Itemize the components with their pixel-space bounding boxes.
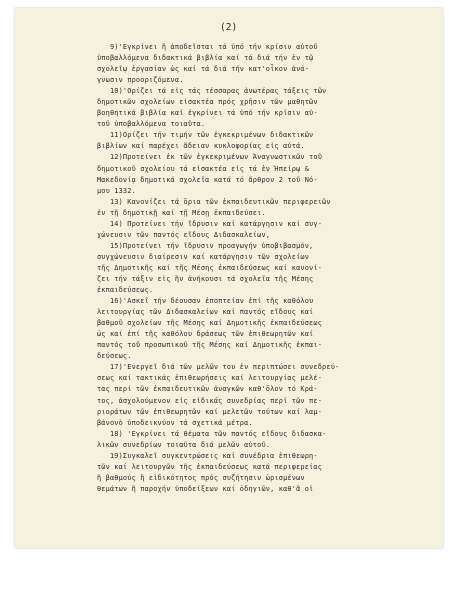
text-line: ἐν τῇ δημοτικῇ καί τῇ Μέσῃ ἐκπαιδεύσει.: [58, 208, 266, 217]
document-page: [15, 8, 443, 548]
text-line: σχολεῖῳ ἐργασίαν ὡς καί τά διά τήν κατ'οἶκον ἀνά-: [58, 65, 310, 74]
text-line: μου 1332.: [58, 186, 136, 195]
text-line: λειτουργίας τῶν Διδασκαλείων καί παντός εἴδους καί: [58, 308, 314, 317]
text-line: 10)'Ορίζει τά εἰς τάς τέσσαρας ἀνωτέρας τάξεις τῶν: [58, 87, 327, 96]
text-line: τος, ἀσχολούμενον εἰς εἰδικάς συνεδρίας περί τῶν πε-: [58, 396, 323, 405]
text-line: παντός τοῦ προσωπικοῦ τῆς Μέσης καί Δημοτικῆς ἐκπαι-: [58, 341, 323, 350]
text-line: 12)Προτείνει ἐκ τῶν ἐγκεκριμένων Ἀναγνωστικῶν τοῦ: [58, 153, 323, 162]
text-line: 14) Προτείνει τήν ἵδρυσιν καί κατάργησιν καί συγ-: [58, 219, 323, 228]
text-line: 13) Κανονίζει τά ὅρια τῶν ἐκπαιδευτικῶν περιφερειῶν: [58, 197, 331, 206]
text-line: βοηθητικά βιβλία καί ἐγκρίνει τά ὑπό τήν κρίσιν αὐ-: [58, 109, 318, 118]
text-line: συγχώνευσιν διαίρεσιν καί κατάργησιν τῶν σχολείων: [58, 252, 310, 261]
text-line: γνωσιν προοριζόμενα.: [58, 76, 184, 85]
typed-text-body: [58, 42, 438, 495]
text-line: ἢ βαθμούς ἢ εἰδικότητος πρός συζήτησιν ὡρισμένων: [58, 473, 305, 482]
text-line: ἐκπαιδεύσεως.: [58, 286, 154, 295]
text-line: δημοτικῶν σχολείων εἰσακτέα πρός χρῆσιν τῶν μαθητῶν: [58, 98, 318, 107]
text-line: τῶν καί λειτουργῶν τῆς ἐκπαιδεύσεως κατά περιφερείας: [58, 462, 323, 471]
text-line: ζει τήν τάξιν εἰς ἣν ἀνήκουσι τά σχολεῖα τῆς Μέσης: [58, 274, 314, 283]
text-line: ὡς καί ἐπί τῆς καθόλου δράσεως τῶν ἐπιθεωρητῶν καί: [58, 330, 314, 339]
text-line: τῆς Δημοτικῆς καί τῆς Μέσης ἐκπαιδεύσεως καί κανονί-: [58, 263, 323, 272]
text-line: τοῦ ὑποβαλλόμενα τοιαῦτα.: [58, 120, 206, 129]
text-line: 18) 'Εγκρίνει τά θέματα τῶν παντός εἴδους διδασκα-: [58, 429, 327, 438]
text-line: 16)'Ασκεῖ τήν δέουσαν ἐποπτείαν ἐπί τῆς καθόλου: [58, 297, 314, 306]
text-line: 15)Προτείνει τήν ἵδρυσιν προαγωγήν ὑποβιβασμόν,: [58, 241, 314, 250]
text-line: ριοράτων τῶν ἐπιθεωρητῶν καί μελετῶν τούτων καί λαμ-: [58, 407, 323, 416]
text-line: 17)'Ενεργεῖ διά τῶν μελῶν του ἐν περιπτώσει συνεδρεύ-: [58, 363, 340, 372]
page-number: (2): [220, 22, 238, 33]
text-line: χώνευσιν τῶν παντός εἴδους Διδασκαλείων,: [58, 230, 271, 239]
text-line: λικῶν συνεδρίων τοιαῦτα διά μελῶν αὐτοῦ.: [58, 440, 271, 449]
text-line: θεμάτων ἢ παροχήν ὑποδείξεων καί ὁδηγιῶν, καθ'ἃ οἱ: [58, 484, 314, 493]
text-line: ὑποβαλλόμενα διδακτικά βιβλία καί τά διά τήν ἐν τῷ: [58, 54, 314, 63]
text-line: δημοτικοῦ σχολείου τά εἰσακτέα εἰς τά ἐν Ἠπείρῳ &: [58, 164, 310, 173]
text-line: βαθμοῦ σχολείων τῆς Μέσης καί Δημοτικῆς ἐκπαιδεύσεως: [58, 319, 323, 328]
text-line: Μακεδονίᾳ δημοτικά σχολεῖα κατά τό ἄρθρον 2 τοῦ Νό-: [58, 175, 318, 184]
text-line: 11)Ορίζει τήν τιμήν τῶν ἐγκεκριμένων διδακτικῶν: [58, 131, 314, 140]
text-line: 9)'Εγκρίνει ἢ ἀποδεῖσται τά ὑπό τήν κρίσιν αὐτοῦ: [58, 43, 318, 51]
text-line: δεύσεως.: [58, 352, 132, 361]
text-line: 19)Συγκαλεῖ συγκεντρώσεις καί συνέδρια ἐπιθεωρη-: [58, 451, 318, 460]
text-line: βιβλίων καί παρέχει ἄδειαν κυκλοφορίας εἰς αὐτά.: [58, 142, 305, 151]
text-line: τας περί τῶν ἐκπαιδευτικῶν ἀναγκῶν καθ'ὅλον τό Κρά-: [58, 385, 318, 394]
text-line: σεως καί τακτικάς ἐπιθεωρήσεις καί λειτουργίας μελέ-: [58, 374, 323, 383]
text-line: βάνονὸ ὑποδεικνύον τά σχετικά μέτρα.: [58, 418, 253, 427]
